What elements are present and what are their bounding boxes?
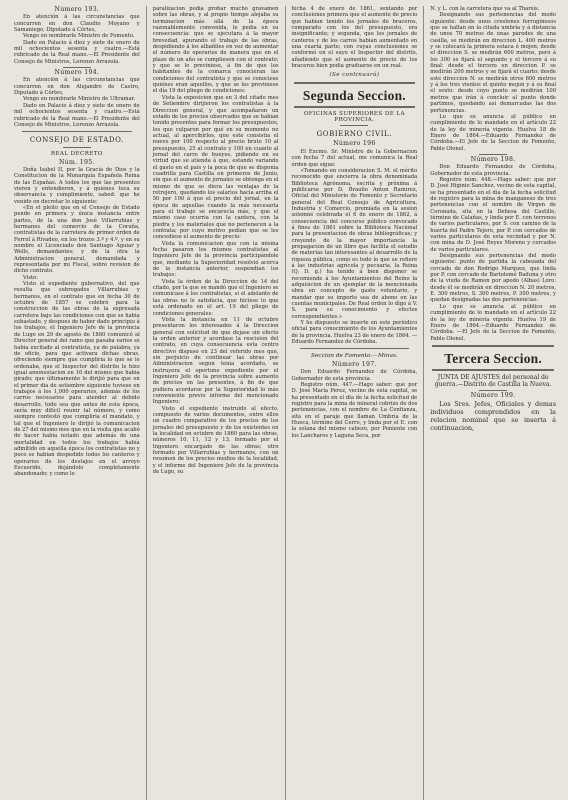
paragraph: En atención á las circunstancias que concurren en don Claudio Moyano y Samaniego, Diputado á Córtes, bbox=[14, 14, 140, 34]
paragraph: Los Sres. Jefes, Oficiales y demas individuos comprendidos en la relacion nominal que se inserta á continuacion, bbox=[430, 400, 556, 433]
divider bbox=[294, 82, 416, 84]
gobierno-civil-heading: GOBIERNO CIVIL. bbox=[316, 130, 393, 139]
real-decreto-heading: REAL DECRETO bbox=[50, 151, 103, 158]
paragraph: Don Eduardo Fernandez de Córdoba, Gobernador de esta provincia. bbox=[430, 164, 556, 177]
tercera-seccion-heading: Tercera Seccion. bbox=[444, 350, 542, 366]
paragraph: Dado en Palacio á diez y siete de enero de mil ochocientos sesenta y cuatro.—Está rubricado de la Real mano.—El Presidente del Consejo de Ministros, Lorenzo Arrazola. bbox=[14, 39, 140, 65]
paragraph: En atención á las circunstancias que concurren en don Alejandro de Castro, Diputado á Córtes, bbox=[14, 77, 140, 97]
consejo-heading: CONSEJO DE ESTADO. bbox=[29, 136, 124, 145]
paragraph: paralizacion podia probar mucho gravamen sobre las obras, y al propio tiempo alejaba su terminacion más allá de la época razonablemente convenida, le pedia en su consecuencia: que se ejecutara á la mayor brevedad, apurando el trabajo de las obras, despidiendo á los albañiles en vez de aumentar el número de operarios de manera que en el plazo de un año se cumpliesen con el contrato; y que se le previniese, á fin de que los habitantes de la comarca conocieran las condiciones del contratista y que se conociese quiénes eran aquellos, y que se les previniese el día 19 del pliego de condiciones: bbox=[152, 6, 279, 95]
paragraph: Vista la órden de la Direccion de 14 del citado, por la que se mandó que el Ingeniero se comunicase á los contratistas, si el adelanto de las obras no le satisfacia, que hiciese lo que está ordenado en el art. 19 del pliego de condiciones generales: bbox=[152, 278, 279, 317]
decree-193-title: Número 193. bbox=[54, 6, 100, 13]
paragraph: Lo que se anuncia al público en cumplimiento de lo mandado en el artículo 22 de la ley de minería vigente. Huelva 19 de Enero de 1864.—Eduardo Fernandez de Córdoba. —El Jefe de la Seccion de Fomento, Pablo Olonel. bbox=[430, 303, 556, 342]
paragraph: Vengo en nombrarle Ministro de Ultramar. bbox=[23, 96, 136, 103]
paragraph: Designando sus pertenencias del modo siguiente: desde unos crestones ferruginosos que se hallan en la citada umbría y á distancia de unos 70 metros de unas paredes de una casilla, se medirán en direccion L. 400 metros y se colocará la primera estaca ó mojon; desde el direccion S. se medirán 600 metros, pero á los 300 se fijará el segundo y el tercero á su final: desde el tercero en direccion P. se medirán 200 metros y se fijará el cuarto: desde este direccion N. se medirán otros 600 metros y á los tres vientos el quinto mojon y á su final el sexto: desde cuyo punto se medirán 100 metros que irán á concluir al punto donde partimos, quedando así demarcadas las dos pertenencias. bbox=[430, 12, 556, 114]
divider bbox=[300, 348, 410, 349]
divider bbox=[63, 67, 91, 68]
paragraph: Visto el expediente gubernativo, del que resulta que subrogados Villarrubias y hermanos, en el contrato que en fecha 30 de octubre de 1857 se celebró para la construccion de las obras de la expresada carretera bajo las condiciones con que se habia subastado, y despues de haber dado principio á los trabajos, el Ingeniero Jefe de la provincia de Lugo en 29 de agosto de 1860 comunicó al Director general del ramo que pasaba varios se habia excitado al contratista, ya de palabra, ya de oficio, para que activara dichas obras, ofreciendo siempre que cumpliria lo que se le ordenaba, que el Inspector del distrito le hizo igual amonestacion en 16 del mismo que habia girado; que últimamente le dirijió para que en el primer dia de setiembre siguiente tuviese en trabajos á los 1,000 operarios, además de los carros necesarios para atender al debido desarrollo, todo sea que antes de esta época, sería muy difícil reunir tal número, y como siempre contestó que cumpliria el mandato, y tal que el Ingeniero le dirijió la comunicacion de 27 del mismo mes que en la visita que acabó de hacer habia notado que además de una mortalidad en todos los trabajos había admitido en aquella época los contratistas no y poco se habian despedido todos los canteros y operarios de los destajos en el arroyo Escuerido, dejándolo completamente abandonado; y como lo bbox=[14, 281, 140, 478]
divider bbox=[63, 147, 91, 148]
paragraph: Y he dispuesto se inserte en este periódico oficial para conocimiento de los Ayuntamientos de la provincia. Huelva 23 de enero de 1864. —Eduardo Fernandez de Córdoba. bbox=[291, 320, 418, 346]
paragraph: Visto: bbox=[23, 274, 38, 281]
paragraph: El Excmo. Sr. Ministro de la Gobernacion con fecha 7 del actual, me comunica la Real órden que sigue: bbox=[291, 148, 418, 168]
paragraph: Lo que se anuncia al público en cumplimiento de lo mandado en el artículo 22 de la ley de minería vigente. Huelva 18 de Enero de 1864.—Eduardo Fernandez de Córdoba.—El Jefe de la Seccion de Fomento, Pablo Olonel. bbox=[430, 113, 556, 152]
divider bbox=[432, 369, 554, 371]
paragraph: Doña Isabel II, por la Gracia de Dios y la Constitucion de la Monarquía Española Reina de las Españas. A todos los que las presentes vieren y entendieren, y á quienes toca su observancia y cumplimiento, sabed: que he venido en decretar lo siguiente: bbox=[14, 166, 140, 205]
notice-197-title: Número 197. bbox=[332, 360, 377, 368]
divider bbox=[294, 106, 416, 108]
decree-195-title: Núm. 195. bbox=[59, 158, 95, 166]
divider bbox=[22, 131, 132, 132]
paragraph: Visto el expediente instruido al efecto, compuesto de varios documentos, entre ellos un cuadro comparativo de los precios de los jornales del presupuesto y de los existentes en la localidad en octubre de 1860 para las obras, números 10, 11, 12 y 13, formado por el Ingeniero encargado de las obras; otro formado por Villarrubias y hermanos, con un resumen de los precios medios de la localidad, y el informe del Ingeniero Jefe de la provincia de Lugo, su bbox=[152, 405, 279, 476]
paragraph: Don Eduardo Fernandez de Córdoba, Gobernador de esta provincia. bbox=[291, 369, 418, 382]
notice-196-title: Número 196 bbox=[333, 140, 376, 148]
paragraph: Designando sus pertenencias del modo siguiente: punto de partida la cabezada del cercado de don Rodrigo Marquez, que linda por P. con cercado de Bartolomé Baduna y otro de la viuda de Ramon por apodo (Albas) Loro: desde él se medirán en direccion N. 20 metros, E. 300 metros, S. 300 metros, P. 300 metros, y quedan designadas las dos pertenencias. bbox=[430, 253, 556, 304]
segunda-seccion-heading: Segunda Seccion. bbox=[302, 87, 406, 103]
oficinas-heading: OFICINAS SUPERIORES DE LA PROVINCIA. bbox=[303, 110, 405, 124]
divider bbox=[432, 345, 554, 347]
paragraph: Dado en Palacio á diez y siete de enero de mil ochocientos sesenta y cuatro.—Está rubricado de la Real mano.—El Presidente del Consejo de Ministros, Lorenzo Arrazola. bbox=[14, 102, 140, 128]
paragraph: Vista la exposicion que en 3 del citado mes de Setiembre dirijieron los contratistas á la Direccion general, y que acompañaron un estado de los precios observados que se habian tenido presentes para formar los presupuestos, los que culparon por qué en su momento no actual, al apercibirlos, que este consistia el nuevo por 100 respecto al precio bruto 10 al presupuesto, 25 al contrato y 100 en cuanto al jornal del carro de bueyes, pidiendo en su virtud que se atienda á que, estando variando el gasto en el país y la poca de que se disponia cuadrilla para Castilla en primeros de Junio, sin que el aumento de jornales se obtenga en el mismo de que se diera las ventajas de la retrejero, quedando los salarios hacia arriba el 50 por 100 á que el precio del jornal, en la época de aquellas cuando la más necesaria para el trabajo se encarecía más, y que el mismo caso ocurria con la cantera, con la piedra y los materiales que no pertenecen a la contrata; por cuyo motivo pedian que se les concediese el aumento de precio: bbox=[152, 94, 279, 241]
continuara-note: (Se continuará) bbox=[329, 72, 380, 79]
paragraph: Vista la instancia en 11 de octubre presentaron los interesados á la Direccion general con solicitud de que dejase sin efecto la orden anterior y acordase la rescision del contrato, en cuya consecuencia esta centro directivo dispuso en 23 del referido mes que, sin perjuicio de continuar las obras por Administracion segun tenia acordado, se instruyera el oportuno expediente por el Ingeniero Jefe de la provincia sobre aumento de precios en las presentes, á fin de que pudiera acordarse por la Superioridad lo más conveniente previo informe del mencionado Ingeniero: bbox=[152, 316, 279, 406]
paragraph: Registro núm. 448.—Hago saber: que por D. José Higinio Sanchez, vecino de esta capital, se ha presentado en el dia de la fecha solicitud de registro para la mina de manganeso de tres pertenencias con el nombre de Virgen de Coronada, sita en la Dehesa del Castillo, término de Calañas, y linda por E. con terrenos de varios particulares, por S. con camino de la huerta del Padre Tejero, por P. con cercados de varios particulares de esta vecindad y por N. con mina de D. José Reyes Moreno y cercados de varios particulares. bbox=[430, 176, 556, 253]
paragraph: «Tomando en consideracion S. M. el mérito reconocido que encierra la obra denominada Biblioteca Agrónoma, escrita y próxima á publicarse por D. Braulio Anton Ramirez, Oficial del Ministerio de Fomento y Secretario general del Real Consejo de Agricultura, Industria y Comercio, premiada en la sesion solemne celebrada el 6 de enero de 1862, á consecuencia del concurso público convocado á fines de 1861 sobre la Biblioteca Nacional para la presentacion de obras bibliográficas; y creyendo de la mayor importancia la propagacion de un libro que facilita el estudio de materias tan interesantes al desarrollo de la riqueza pública, como es todo lo que se refiere á las industrias agrícola y pecuaria, la Reina (Q. D. g.) ha tenido á bien disponer se recomiende á los Ayuntamientos del Reino la adquisicion de un ejemplar de la mencionada obra en concepto de gasto voluntario, y mandar que su importe sea de abono en las cuentas municipales. De Real órden lo digo á V. S. para su conocimiento y efectos correspondientes.» bbox=[291, 167, 418, 320]
paragraph: «En el pleito que en el Consejo de Estado pende en primera y única instancia entre partes, de la una don José Villarrubias y hermanos del comercio de la Coruña, contratistas de la carretera de primer órden de Ferrol á Rivadeo, en los trozos 3.º y 4.º, y en su nombre el Licenciado don Santiago Aguiar y Wells, demandantes; y de la otra la Administracion general, demandada y representada por mi Fiscal, sobre revision de dicho contrato. bbox=[14, 204, 140, 275]
paragraph: Vengo en nombrarle Ministro de Fomento. bbox=[23, 33, 135, 40]
column-1 bbox=[8, 6, 146, 800]
fomento-minas-heading: Seccion de Fomento.—Minas. bbox=[310, 353, 398, 360]
notice-198-title: Número 198. bbox=[470, 155, 516, 163]
column-3 bbox=[285, 6, 424, 800]
paragraph: N. y L. con la carretera que va al Tharsis. bbox=[430, 6, 540, 12]
divider bbox=[479, 154, 507, 155]
paragraph: Vista la comunicacion que con la misma fecha pasaron los mismos contratistas al Ingeniero Jefe de la provincia participándole que, mediante la Superioridad resolvió acerca de la instancia anterior, suspendian los trabajos: bbox=[152, 240, 279, 279]
divider bbox=[340, 125, 368, 126]
paragraph: Registro núm. 447.—Hago saber: que por D. José María Perez, vecino de esta capital, se ha presentado en el dia de la fecha solicitud de registro para la mina de mineral cobrizo de dos pertenencias, con el nombre de La Confianza, sita en el paraje que llaman Umbría de la Hueca, término del Cerro, y linda por el E. con la solana del mismo cabezo, por Poniente con los Lancharos y Laguna Seca, por bbox=[291, 381, 418, 439]
decree-194-title: Número 194. bbox=[54, 69, 100, 77]
column-2 bbox=[146, 6, 285, 800]
junta-heading: JUNTA DE AJUSTES del personal de guerra.—Distrito de Castilla la Nueva. bbox=[434, 373, 552, 388]
paragraph: fecha 4 de enero de 1861, sentando por conclusiones primera que el aumento de precio que habian tenido los jornales de braceros, comparado con los del presupuesto, era insignificante; y segunda, que los jornales de canteros y de los carros habian aumentado en una cuarta parte; con cuyas conclusiones se conformó en el suyo el Inspector del distrito, añadiendo que el aumento de precio de los braceros bien podia graduarse en un real. bbox=[291, 6, 418, 70]
divider bbox=[479, 390, 507, 391]
notice-199-title: Número 199. bbox=[470, 391, 516, 399]
column-4 bbox=[423, 6, 562, 800]
